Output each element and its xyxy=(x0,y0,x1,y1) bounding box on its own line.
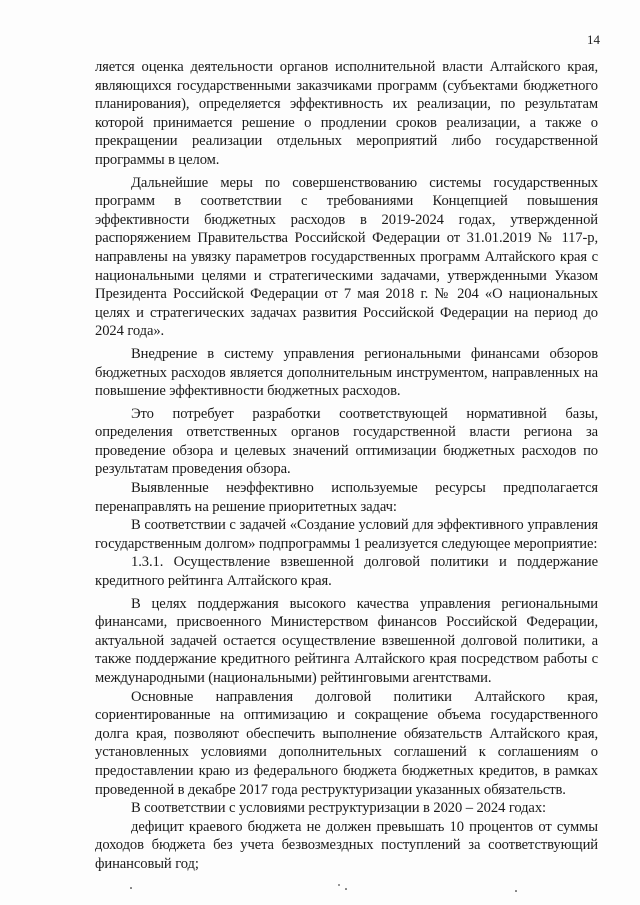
scan-speck xyxy=(130,887,132,889)
paragraph-1: ляется оценка деятельности органов исполнительной власти Алтайского края, являющихся государственными заказчиками программ (субъектами бюджетного планирования), определяется эффективность их реализации, по результатам которой принимается решение о продлении сроков реализации, а также о прекращении реализации отдельных мероприятий либо государственной программы в целом. xyxy=(95,59,598,168)
page-number: 14 xyxy=(587,32,600,47)
scan-speck xyxy=(338,884,340,886)
paragraph-10: В соответствии с условиями реструктуризации в 2020 – 2024 годах: xyxy=(131,800,546,817)
paragraph-4: Это потребует разработки соответствующей нормативной базы, определения ответственных органов государственной власти региона за проведение обзора и целевых значений оптимизации бюджетных расходов по результатам проведения обзора. xyxy=(95,405,598,478)
paragraph-11: дефицит краевого бюджета не должен превышать 10 процентов от суммы доходов бюджета без учета безвозмездных поступлений за соответствующий финансовый год; xyxy=(95,818,598,872)
document-body xyxy=(95,58,598,874)
scan-speck xyxy=(345,888,347,890)
paragraph-6: В соответствии с задачей «Создание условий для эффективного управления государственным долгом» подпрограммы 1 реализуется следующее мероприятие: xyxy=(95,517,598,552)
paragraph-5: Выявленные неэффективно используемые ресурсы предполагается перенаправлять на решение приоритетных задач: xyxy=(95,480,598,515)
paragraph-9: Основные направления долговой политики Алтайского края, сориентированные на оптимизацию и сокращение объема государственного долга края, позволяют обеспечить выполнение обязательств Алтайского края, установленных условиями дополнительных соглашений к соглашениям о предоставлении краю из федерального бюджета бюджетных кредитов, в рамках проведенной в декабре 2017 года реструктуризации указанных обязательств. xyxy=(95,688,598,798)
paragraph-7: 1.3.1. Осуществление взвешенной долговой политики и поддержание кредитного рейтинга Алтайского края. xyxy=(95,554,598,590)
paragraph-3: Внедрение в систему управления региональными финансами обзоров бюджетных расходов является дополнительным инструментом, направленных на повышение эффективности бюджетных расходов. xyxy=(95,345,598,400)
paragraph-8: В целях поддержания высокого качества управления региональными финансами, присвоенного Министерством финансов Российской Федерации, актуальной задачей остается осуществление взвешенной долговой политики, а также поддержание кредитного рейтинга Алтайского края посредством работы с международными (национальными) рейтинговыми агентствами. xyxy=(95,595,598,686)
paragraph-2: Дальнейшие меры по совершенствованию системы государственных программ в соответствии с требованиями Концепцией повышения эффективности бюджетных расходов в 2019-2024 годах, утвержденной распоряжением Правительства Российской Федерации от 31.01.2019 № 117-р, направлены на увязку параметров государственных программ Алтайского края с национальными целями и стратегическими задачами, утвержденными Указом Президента Российской Федерации от 7 мая 2018 г. № 204 «О национальных целях и стратегических задачах развития Российской Федерации на период до 2024 года». xyxy=(95,174,598,340)
scan-speck xyxy=(515,890,517,892)
